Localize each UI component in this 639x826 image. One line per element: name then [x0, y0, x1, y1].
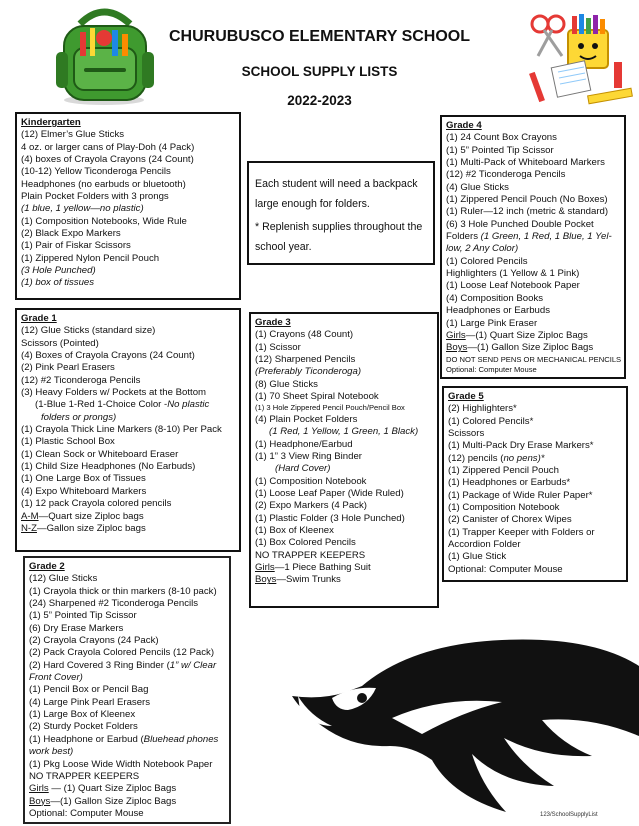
list-item: (1) Pkg Loose Wide Width Notebook Paper [29, 758, 213, 770]
list-item [446, 330, 620, 342]
footer-code: 123/SchoolSupplyList [540, 812, 598, 818]
list-item-text: —Swim Trunks [276, 574, 341, 586]
kindergarten-title: Kindergarten [21, 117, 81, 128]
list-item: (1) Headphone/Earbud [255, 438, 353, 450]
school-year: 2022-2023 [287, 93, 352, 108]
list-item-text: —Quart size Ziploc bags [38, 510, 144, 522]
list-item: (1) Glue Stick [448, 551, 507, 563]
list-item: (12) #2 Ticonderoga Pencils [21, 374, 141, 386]
list-item: (1) Package of Wide Ruler Paper* [448, 489, 593, 501]
list-item: (8) Glue Sticks [255, 378, 318, 390]
list-item: (1) Headphones or Earbuds* [448, 477, 571, 489]
list-item: (1) Plastic Folder (3 Hole Punched) [255, 512, 405, 524]
list-item-note: no pens)* [503, 452, 545, 464]
list-item: (3 Hole Punched) [21, 265, 96, 277]
list-item-label: Boys [446, 342, 468, 354]
list-item: (1) Box of Kleenex [255, 525, 334, 536]
list-item: (1) 3 Hole Zippered Pencil Pouch/Pencil Box [255, 403, 405, 413]
list-item [446, 231, 620, 243]
grade5-list [442, 386, 628, 582]
grade4-list [440, 115, 626, 379]
list-item-text: (2) Hard Covered 3 Ring Binder ( [29, 659, 170, 671]
list-item-text: (1) Headphone or Earbud ( [29, 733, 144, 745]
list-item: (1 blue, 1 yellow—no plastic) [21, 203, 144, 215]
list-item: (1) 12 pack Crayola colored pencils [21, 498, 172, 510]
list-item [255, 574, 433, 586]
school-supplies-icon [528, 12, 636, 108]
list-item: (1) Ruler—12 inch (metric & standard) [446, 206, 609, 218]
grade2-title: Grade 2 [29, 561, 65, 572]
kindergarten-list [15, 112, 241, 300]
list-item: (1) 70 Sheet Spiral Notebook [255, 391, 379, 403]
list-item [448, 453, 622, 465]
list-item: NO TRAPPER KEEPERS [29, 770, 140, 782]
list-item: (1) 5” Pointed Tip Scissor [446, 144, 554, 156]
backpack-note [247, 161, 435, 265]
list-item-text: —1 Piece Bathing Suit [274, 562, 371, 574]
school-title: CHURUBUSCO ELEMENTARY SCHOOL [168, 28, 471, 45]
list-item-label: Boys [29, 795, 51, 807]
list-item: (1) Colored Pencils [446, 255, 528, 267]
replenish-note-text: * Replenish supplies throughout the school year. [255, 221, 423, 253]
list-item: (4) Large Pink Pearl Erasers [29, 696, 151, 708]
list-item: (1) Colored Pencils* [448, 415, 534, 427]
list-item: DO NOT SEND PENS OR MECHANICAL PENCILS [446, 354, 622, 364]
list-item: (1) Scissor [255, 341, 301, 353]
list-item: (Preferably Ticonderoga) [255, 366, 362, 378]
list-item: (1) Composition Notebooks, Wide Rule [21, 215, 187, 227]
list-item: (6) 3 Hole Punched Double Pocket [446, 218, 594, 230]
list-item-note: 1” w/ Clear [169, 659, 217, 671]
list-item: (2) Highlighters* [448, 403, 517, 415]
list-item-text: (1-Blue 1-Red 1-Choice Color - [35, 399, 168, 411]
list-item: (Hard Cover) [275, 463, 331, 475]
list-item: 4 oz. or larger cans of Play-Doh (4 Pack) [21, 141, 195, 153]
list-item: (1) One Large Box of Tissues [21, 473, 146, 485]
list-item: low, 2 Any Color) [446, 243, 519, 255]
list-item [255, 562, 433, 574]
list-item: (1) 24 Count Box Crayons [446, 132, 557, 144]
list-item: (1) Pencil Box or Pencil Bag [29, 684, 149, 696]
list-item: (12) #2 Ticonderoga Pencils [446, 169, 566, 181]
list-item: (1) Loose Leaf Paper (Wide Ruled) [255, 487, 404, 499]
list-item: Plain Pocket Folders with 3 prongs [21, 191, 169, 203]
grade3-title: Grade 3 [255, 317, 291, 328]
grade4-title: Grade 4 [446, 120, 482, 131]
list-item-note: (1 Green, 1 Red, 1 Blue, 1 Yel- [480, 231, 612, 243]
list-item-label: Boys [255, 574, 277, 586]
list-item: (1) Loose Leaf Notebook Paper [446, 280, 580, 292]
list-item: (4) boxes of Crayola Crayons (24 Count) [21, 154, 194, 166]
list-item [29, 660, 225, 672]
list-item: (4) Boxes of Crayola Crayons (24 Count) [21, 350, 195, 362]
list-item: (6) Dry Erase Markers [29, 622, 124, 634]
list-item-text: —(1) Quart Size Ziploc Bags [465, 329, 588, 341]
list-item: (4) Glue Sticks [446, 181, 509, 193]
list-item: (1) box of tissues [21, 277, 95, 289]
list-item [21, 523, 235, 535]
list-item: (1) Zippered Pencil Pouch [448, 465, 559, 477]
list-item-text: Folders [446, 231, 481, 243]
list-item: (1) 1” 3 View Ring Binder [255, 450, 363, 462]
list-item: (2) Pink Pearl Erasers [21, 362, 115, 374]
list-item: (12) Sharpened Pencils [255, 354, 356, 366]
list-item: (1) Pair of Fiskar Scissors [21, 240, 131, 252]
list-item: Optional: Computer Mouse [446, 365, 537, 375]
grade1-title: Grade 1 [21, 313, 57, 324]
list-item [29, 783, 225, 795]
list-item-label: Girls [29, 783, 49, 795]
list-item: (12) Glue Sticks [29, 573, 98, 585]
list-item: (1) 5” Pointed Tip Scissor [29, 610, 137, 622]
list-item: Optional: Computer Mouse [448, 563, 563, 575]
list-item-text: — (1) Quart Size Ziploc Bags [48, 783, 177, 795]
list-item-label: Girls [446, 329, 466, 341]
list-item-text: —(1) Gallon Size Ziploc Bags [50, 795, 177, 807]
list-item-note: No plastic [167, 399, 210, 411]
list-item: Scissors [448, 428, 485, 440]
list-item: (1) Multi-Pack Dry Erase Markers* [448, 440, 594, 452]
list-item: (24) Sharpened #2 Ticonderoga Pencils [29, 598, 199, 610]
list-item: Front Cover) [29, 672, 83, 684]
list-item: (12) Glue Sticks (standard size) [21, 325, 156, 337]
list-item-text: (12) pencils ( [448, 452, 504, 464]
list-item: (1) Multi-Pack of Whiteboard Markers [446, 157, 605, 169]
list-item: (1) Child Size Headphones (No Earbuds) [21, 461, 196, 473]
list-item: (1) Zippered Pencil Pouch (No Boxes) [446, 194, 608, 206]
list-item: Highlighters (1 Yellow & 1 Pink) [446, 268, 580, 280]
list-item: (2) Expo Markers (4 Pack) [255, 500, 367, 512]
list-item: (1) Composition Notebook [448, 502, 560, 514]
list-item [21, 511, 235, 523]
backpack-icon [50, 2, 158, 106]
list-item: (2) Canister of Chorex Wipes [448, 514, 572, 526]
list-item: (1 Red, 1 Yellow, 1 Green, 1 Black) [269, 426, 419, 438]
list-item: (4) Expo Whiteboard Markers [21, 485, 147, 497]
grade2-list [23, 556, 231, 824]
list-item: (1) Crayola Thick Line Markers (8-10) Per Pack [21, 424, 222, 436]
list-item: Scissors (Pointed) [21, 337, 99, 349]
grade1-list [15, 308, 241, 552]
list-item: (1) Crayola thick or thin markers (8-10 pack) [29, 585, 217, 597]
grade3-list [249, 312, 439, 608]
list-item: work best) [29, 746, 74, 758]
list-item: (1) Crayons (48 Count) [255, 329, 354, 341]
list-item: (1) Trapper Keeper with Folders or [448, 526, 595, 538]
list-item [21, 399, 235, 411]
list-item: (4) Composition Books [446, 292, 544, 304]
eagle-head-icon [292, 626, 639, 818]
list-item-label: Girls [255, 562, 275, 574]
backpack-note-text: Each student will need a backpack large enough for folders. [255, 178, 418, 210]
list-item: Headphones (no earbuds or bluetooth) [21, 178, 186, 190]
list-item: NO TRAPPER KEEPERS [255, 549, 366, 561]
list-item: (10-12) Yellow Ticonderoga Pencils [21, 166, 171, 178]
list-item: (1) Plastic School Box [21, 436, 115, 448]
list-item: (12) Elmer’s Glue Sticks [21, 129, 125, 141]
list-item-label: A-M [21, 510, 39, 522]
list-item: (1) Large Box of Kleenex [29, 709, 136, 721]
list-item [446, 342, 620, 354]
list-item-text: —Gallon size Ziploc bags [36, 522, 146, 534]
list-item: (2) Black Expo Markers [21, 228, 121, 240]
list-item: (1) Box Colored Pencils [255, 537, 356, 549]
list-item [29, 734, 225, 746]
list-item [29, 796, 225, 808]
list-item: (1) Clean Sock or Whiteboard Eraser [21, 448, 179, 460]
list-item: folders or prongs) [41, 411, 117, 423]
page-subtitle: SCHOOL SUPPLY LISTS [241, 64, 398, 79]
list-item: (2) Pack Crayola Colored Pencils (12 Pack) [29, 647, 215, 659]
list-item: Accordion Folder [448, 539, 521, 551]
list-item: (1) Large Pink Eraser [446, 317, 538, 329]
list-item-label: N-Z [21, 522, 37, 534]
list-item: (2) Crayola Crayons (24 Pack) [29, 635, 159, 647]
list-item: (4) Plain Pocket Folders [255, 413, 358, 425]
list-item: (2) Sturdy Pocket Folders [29, 721, 138, 733]
list-item: (3) Heavy Folders w/ Pockets at the Bottom [21, 387, 207, 399]
list-item: Headphones or Earbuds [446, 305, 551, 317]
list-item-text: —(1) Gallon Size Ziploc Bags [467, 342, 594, 354]
list-item: Optional: Computer Mouse [29, 807, 144, 819]
list-item-note: Bluehead phones [143, 733, 219, 745]
list-item: (1) Zippered Nylon Pencil Pouch [21, 252, 160, 264]
list-item: (1) Composition Notebook [255, 475, 367, 487]
grade5-title: Grade 5 [448, 391, 484, 402]
